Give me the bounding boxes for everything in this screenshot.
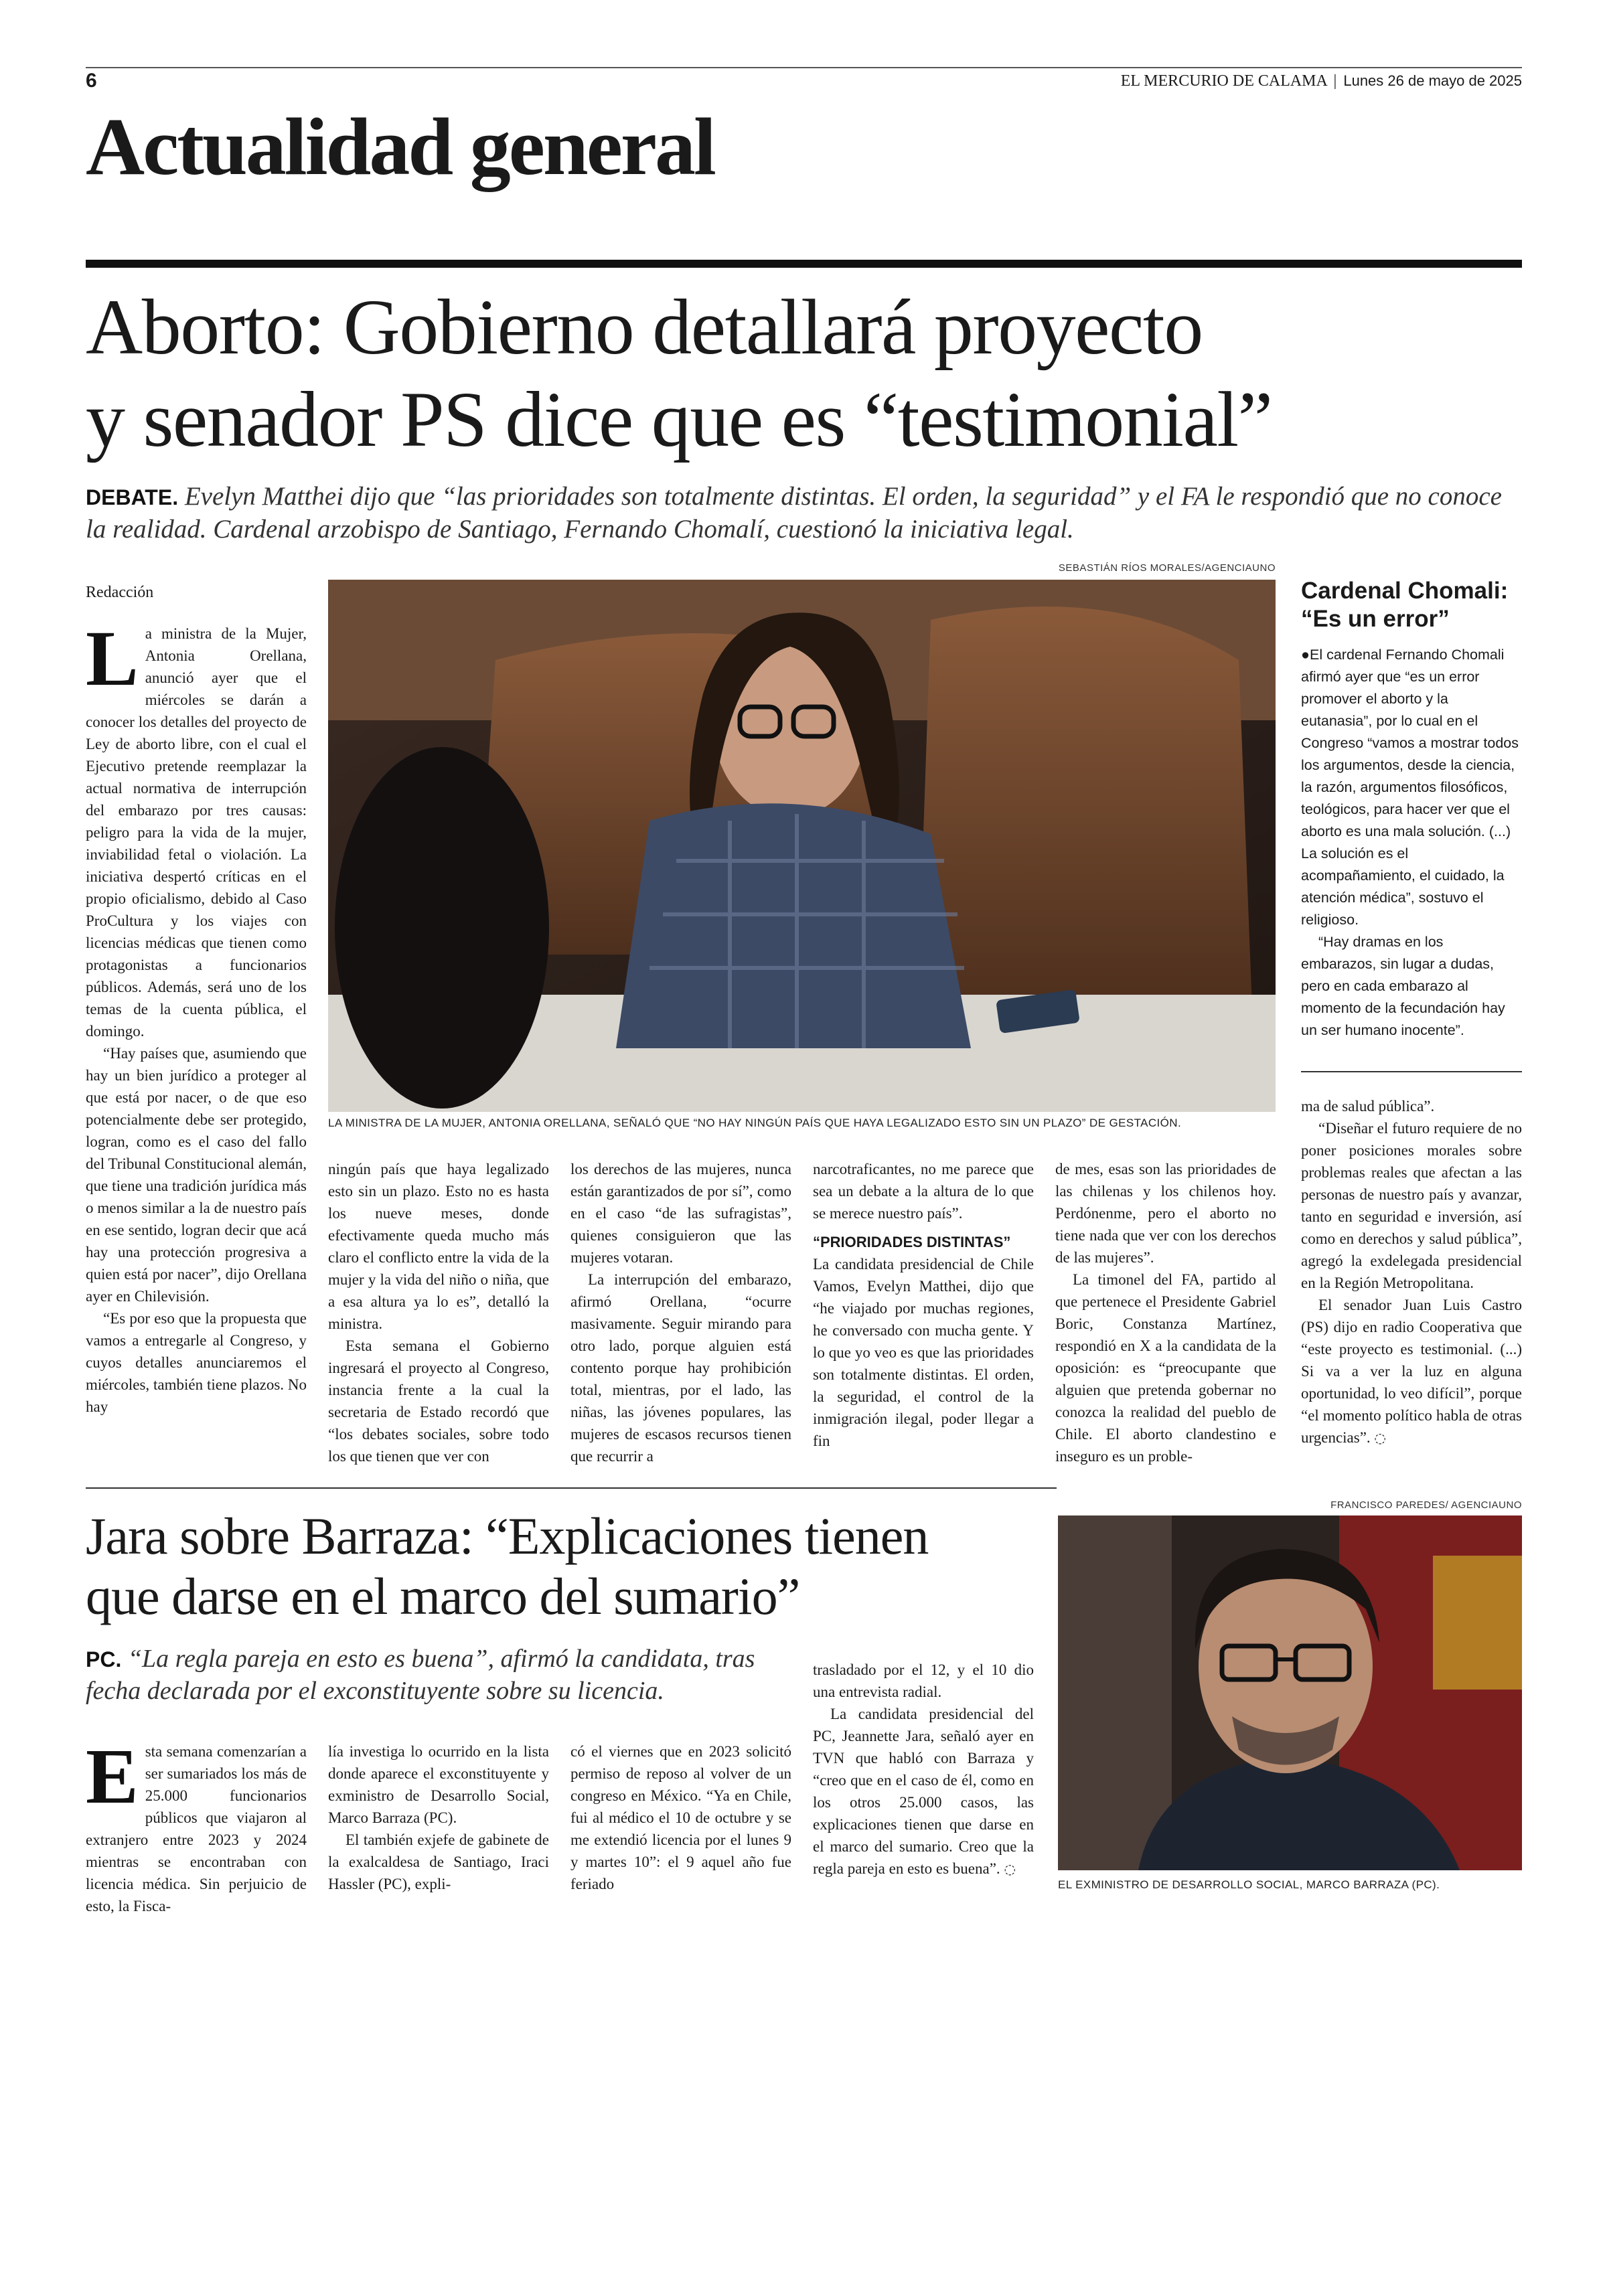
second-story-rule bbox=[86, 1487, 1057, 1489]
subhead: “PRIORIDADES DISTINTAS” bbox=[813, 1234, 1011, 1250]
second-drop-cap: E bbox=[86, 1732, 139, 1820]
sidebar-paragraph: ●El cardenal Fernando Chomali afirmó ayer que “es un error promover el aborto y la eutanasia”, por lo cual en el Congreso “vamos a mostrar todos los argumentos, desde la ciencia, la razón, argumentos filosóficos, teológicos, para hacer ver que el aborto es una mala solución. (...) La solución es el acompañamiento, el cuidado, la atención médica”, sostuvo el religioso. bbox=[1301, 647, 1519, 928]
sidebar-title-line2: “Es un error” bbox=[1301, 606, 1450, 632]
sidebar-rule bbox=[1301, 1071, 1522, 1072]
publication-date: Lunes 26 de mayo de 2025 bbox=[1343, 72, 1522, 89]
main-column-6 bbox=[1301, 1095, 1522, 1449]
second-photo bbox=[1058, 1515, 1522, 1870]
second-photo-credit: FRANCISCO PAREDES/ AGENCIAUNO bbox=[1330, 1499, 1522, 1511]
second-column-4 bbox=[813, 1659, 1034, 1880]
second-column-1 bbox=[86, 1732, 307, 1917]
main-photo-credit: SEBASTIÁN RÍOS MORALES/AGENCIAUNO bbox=[1058, 562, 1276, 574]
main-paragraph: Esta semana el Gobierno ingresará el proyecto al Congreso, instancia frente a la cual la secretaria de Estado recordó que “los debates sociales, sobre todo los que tienen que ver con bbox=[328, 1337, 549, 1465]
second-paragraph: La candidata presidencial del PC, Jeannette Jara, señaló ayer en TVN que habló con Barraza y “creo que en el caso de él, como en los otros 25.000 casos, las explicaciones tienen que darse en el marco del sumario. Creo que la regla pareja en esto es buena”. ◌ bbox=[813, 1706, 1034, 1877]
sidebar-title bbox=[1301, 577, 1522, 633]
second-headline bbox=[86, 1506, 1057, 1627]
main-paragraph: El senador Juan Luis Castro (PS) dijo en radio Cooperativa que “este proyecto es testimonial. (...) Si va a ver la luz en alguna oportunidad, lo veo difícil”, porque “el momento político habla de otras urgencias”. ◌ bbox=[1301, 1297, 1522, 1446]
main-paragraph: La interrupción del embarazo, afirmó Orellana, “ocurre masivamente. Seguir mirando para otro lado, porque alguien está contento porque hay prohibición total, mientras, por el lado, las niñas, las jóvenes populares, las mujeres de escasos recursos tienen que recurrir a bbox=[570, 1271, 791, 1465]
main-paragraph: “Diseñar el futuro requiere de no poner posiciones morales sobre problemas reales que afectan a las personas de nuestro país y avanzar, tanto en seguridad e inversión, así como en derechos y salud pública”, agregó la exdelegada presidencial en la Región Metropolitana. bbox=[1301, 1120, 1522, 1291]
main-headline bbox=[86, 281, 1522, 466]
second-photo-caption: EL EXMINISTRO DE DESARROLLO SOCIAL, MARCO BARRAZA (PC). bbox=[1058, 1878, 1440, 1891]
minister-photo-icon bbox=[328, 580, 1276, 1112]
page-number: 6 bbox=[86, 70, 97, 92]
second-paragraph: có el viernes que en 2023 solicitó permiso de reposo al volver de un congreso en México. “Ya en Chile, fui al médico el 10 de octubre y se me extendió licencia por el lunes 9 y martes 10”: el 9 aquel año fue feriado bbox=[570, 1743, 791, 1892]
main-deck bbox=[86, 481, 1522, 545]
header-rule bbox=[86, 67, 1522, 68]
second-headline-line2: que darse en el marco del sumario” bbox=[86, 1567, 800, 1625]
sidebar-title-line1: Cardenal Chomali: bbox=[1301, 578, 1509, 604]
barraza-photo-icon bbox=[1058, 1515, 1522, 1870]
publication-line: EL MERCURIO DE CALAMA | Lunes 26 de mayo de 2025 bbox=[1120, 72, 1522, 90]
second-column-3 bbox=[570, 1740, 791, 1895]
main-paragraph: narcotraficantes, no me parece que sea un debate a la altura de lo que se merece nuestro país”. bbox=[813, 1161, 1034, 1222]
second-paragraph: El también exjefe de gabinete de la exalcaldesa de Santiago, Iraci Hassler (PC), expli- bbox=[328, 1831, 549, 1892]
byline: Redacción bbox=[86, 584, 154, 601]
main-paragraph: “Hay países que, asumiendo que hay un bien jurídico a proteger al que está por nacer, o de que eso potencialmente debe ser protegido, logran, como es el caso del fallo del Tribunal Constitucional alemán, que tiene una tradición jurídica más o menos similar a la de nuestro país en ese sentido, logran decir que acá hay una protección progresiva a quien está por nacer”, dijo Orellana ayer en Chilevisión. bbox=[86, 1045, 307, 1305]
main-headline-line1: Aborto: Gobierno detallará proyecto bbox=[86, 283, 1203, 371]
main-drop-cap: L bbox=[86, 614, 139, 702]
headline-rule bbox=[86, 260, 1522, 268]
main-paragraph: a ministra de la Mujer, Antonia Orellana, anunció ayer que el miércoles se darán a conocer los detalles del proyecto de Ley de aborto libre, con el cual el Ejecutivo pretende reemplazar la actual normativa de interrupción del embarazo por tres causas: peligro para la vida de la mujer, inviabilidad fetal o violación. La iniciativa despertó críticas en el propio oficialismo, debido al Caso ProCultura y los viajes con licencias médicas que tienen como protagonistas a funcionarios públicos. Además, será uno de los temas de la cuenta pública, el domingo. bbox=[86, 625, 307, 1040]
second-deck bbox=[86, 1643, 789, 1707]
bullet-icon: ● bbox=[1301, 647, 1310, 663]
main-paragraph: ma de salud pública”. bbox=[1301, 1098, 1435, 1115]
sidebar-body bbox=[1301, 644, 1522, 1042]
main-paragraph: “Es por eso que la propuesta que vamos a entregarle al Congreso, y cuyos detalles anunciaremos el miércoles, también tiene plazos. No hay bbox=[86, 1310, 307, 1415]
main-paragraph: La candidata presidencial de Chile Vamos, Evelyn Matthei, dijo que “he viajado por muchas regiones, he conversado con mucha gente. Y lo que yo veo es que las prioridades son totalmente distintas. El orden, la seguridad, el control de la inmigración ilegal, poder llegar a fin bbox=[813, 1256, 1034, 1449]
main-photo-caption: LA MINISTRA DE LA MUJER, ANTONIA ORELLANA, SEÑALÓ QUE “NO HAY NINGÚN PAÍS QUE HAYA LEGALIZADO ESTO SIN UN PLAZO” DE GESTACIÓN. bbox=[328, 1117, 1182, 1129]
end-mark-icon: ◌ bbox=[1374, 1430, 1386, 1446]
main-paragraph: La timonel del FA, partido al que pertenece el Presidente Gabriel Boric, Constanza Martínez, respondió en X a la candidata de la oposición: es “preocupante que alguien que pretenda gobernar no conozca la realidad del pueblo de Chile. El aborto clandestino e inseguro es un proble- bbox=[1055, 1271, 1276, 1465]
main-headline-line2: y senador PS dice que es “testimonial” bbox=[86, 376, 1272, 463]
main-column-4 bbox=[813, 1158, 1034, 1452]
main-paragraph: ningún país que haya legalizado esto sin un plazo. Esto no es hasta los nueve meses, donde efectivamente queda mucho más claro el conflicto entre la vida de la mujer y la vida del niño o niña, que a esa altura ya lo es”, detalló la ministra. bbox=[328, 1161, 549, 1332]
second-kicker: PC. bbox=[86, 1647, 122, 1671]
main-photo bbox=[328, 580, 1276, 1112]
main-paragraph: de mes, esas son las prioridades de las chilenas y los chilenos hoy. Perdónenme, pero el aborto no tiene nada que ver con los derechos de las mujeres”. bbox=[1055, 1161, 1276, 1266]
main-column-5 bbox=[1055, 1158, 1276, 1467]
main-column-1 bbox=[86, 614, 307, 1418]
second-paragraph: lía investiga lo ocurrido en la lista donde aparece el exconstituyente y exministro de Desarrollo Social, Marco Barraza (PC). bbox=[328, 1743, 549, 1826]
publication-name: EL MERCURIO DE CALAMA bbox=[1120, 72, 1327, 90]
sidebar-paragraph: “Hay dramas en los embarazos, sin lugar a dudas, pero en cada embarazo al momento de la fecundación hay un ser humano inocente”. bbox=[1301, 934, 1505, 1038]
second-column-2 bbox=[328, 1740, 549, 1895]
main-deck-text: Evelyn Matthei dijo que “las prioridades son totalmente distintas. El orden, la seguridad” y el FA le respondió que no conoce la realidad. Cardenal arzobispo de Santiago, Fernando Chomalí, cuestionó la iniciativa legal. bbox=[86, 482, 1502, 544]
second-paragraph: trasladado por el 12, y el 10 dio una entrevista radial. bbox=[813, 1661, 1034, 1700]
second-deck-text: “La regla pareja en esto es buena”, afirmó la candidata, tras fecha declarada por el exconstituyente sobre su licencia. bbox=[86, 1645, 755, 1705]
section-title: Actualidad general bbox=[86, 102, 714, 192]
second-headline-line1: Jara sobre Barraza: “Explicaciones tienen bbox=[86, 1507, 929, 1565]
main-column-2 bbox=[328, 1158, 549, 1467]
end-mark-icon: ◌ bbox=[1004, 1861, 1016, 1877]
main-column-3 bbox=[570, 1158, 791, 1467]
second-paragraph: sta semana comenzarían a ser sumariados los más de 25.000 funcionarios públicos que viajaron al extranjero entre 2023 y 2024 mientras se encontraban con licencia médica. Sin perjuicio de esto, la Fisca- bbox=[86, 1743, 307, 1914]
main-paragraph: los derechos de las mujeres, nunca están garantizados de por sí”, como en el caso “de las sufragistas”, quienes consiguieron que las mujeres votaran. bbox=[570, 1161, 791, 1266]
main-kicker: DEBATE. bbox=[86, 485, 179, 509]
